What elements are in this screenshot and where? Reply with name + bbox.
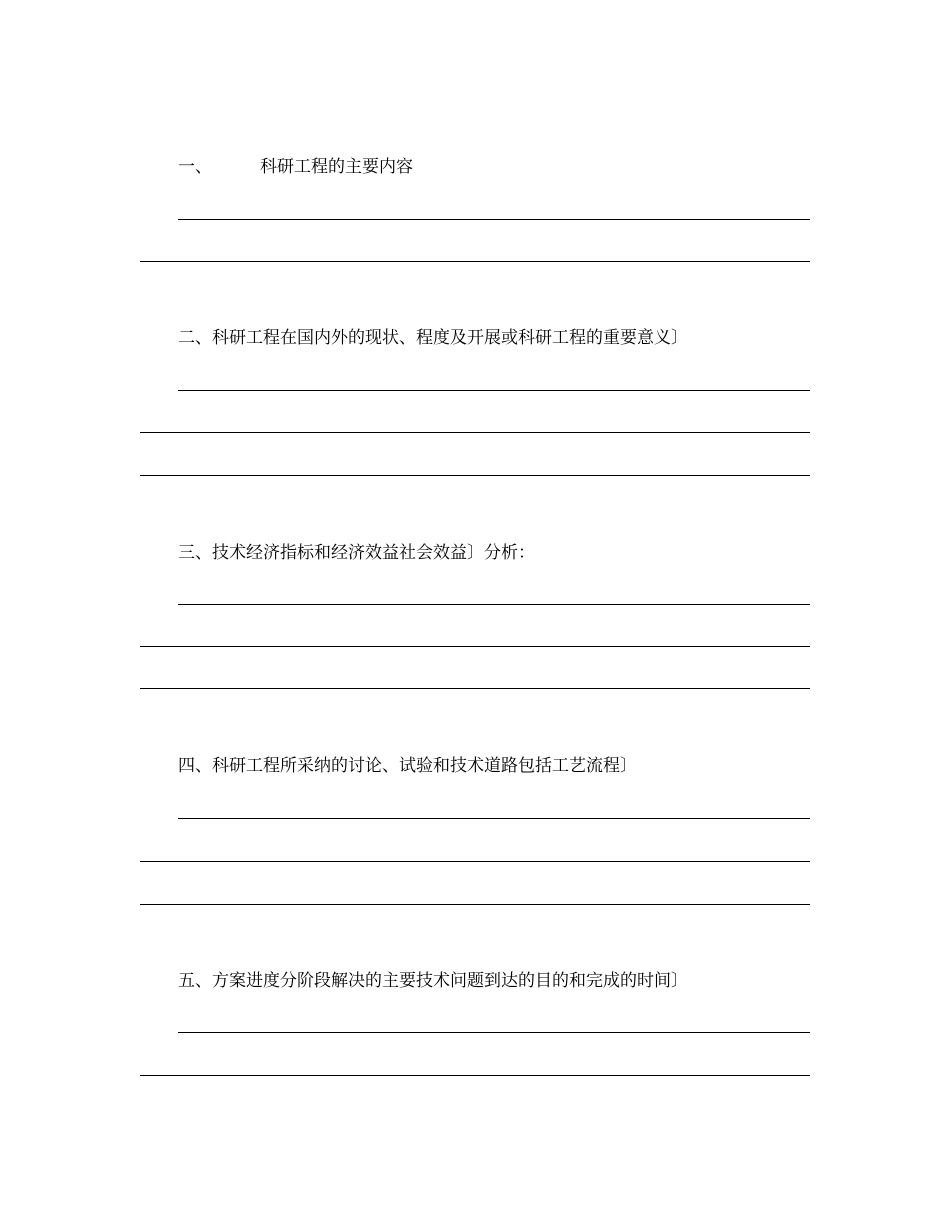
section-3-title: 技术经济指标和经济效益社会效益〕分析： [212,543,535,563]
section-1-answer-line-2[interactable] [140,261,810,262]
section-3-number: 三、 [178,543,212,563]
section-1-answer-line-1[interactable] [178,219,810,220]
section-2-number: 二、 [178,328,212,348]
section-5-title: 方案进度分阶段解决的主要技术问题到达的目的和完成的时间〕 [212,971,688,991]
section-3-heading [178,542,535,564]
section-4-answer-line-2[interactable] [140,861,810,862]
section-2-answer-line-2[interactable] [140,432,810,433]
section-2-answer-line-3[interactable] [140,475,810,476]
section-5-answer-line-2[interactable] [140,1075,810,1076]
section-2-title: 科研工程在国内外的现状、程度及开展或科研工程的重要意义〕 [212,328,688,348]
section-4-number: 四、 [178,756,212,776]
section-5-number: 五、 [178,971,212,991]
section-4-answer-line-1[interactable] [178,818,810,819]
section-2-answer-line-1[interactable] [178,390,810,391]
section-3-answer-line-1[interactable] [178,604,810,605]
section-2-heading [178,327,688,349]
section-1-heading [178,156,413,178]
section-5-heading [178,970,688,992]
section-3-answer-line-3[interactable] [140,688,810,689]
section-1-title: 科研工程的主要内容 [260,157,413,177]
section-4-title: 科研工程所采纳的讨论、试验和技术道路包括工艺流程〕 [212,756,637,776]
section-4-heading [178,755,637,777]
section-1-number: 一、 [178,157,212,177]
section-4-answer-line-3[interactable] [140,904,810,905]
section-5-answer-line-1[interactable] [178,1032,810,1033]
section-3-answer-line-2[interactable] [140,646,810,647]
